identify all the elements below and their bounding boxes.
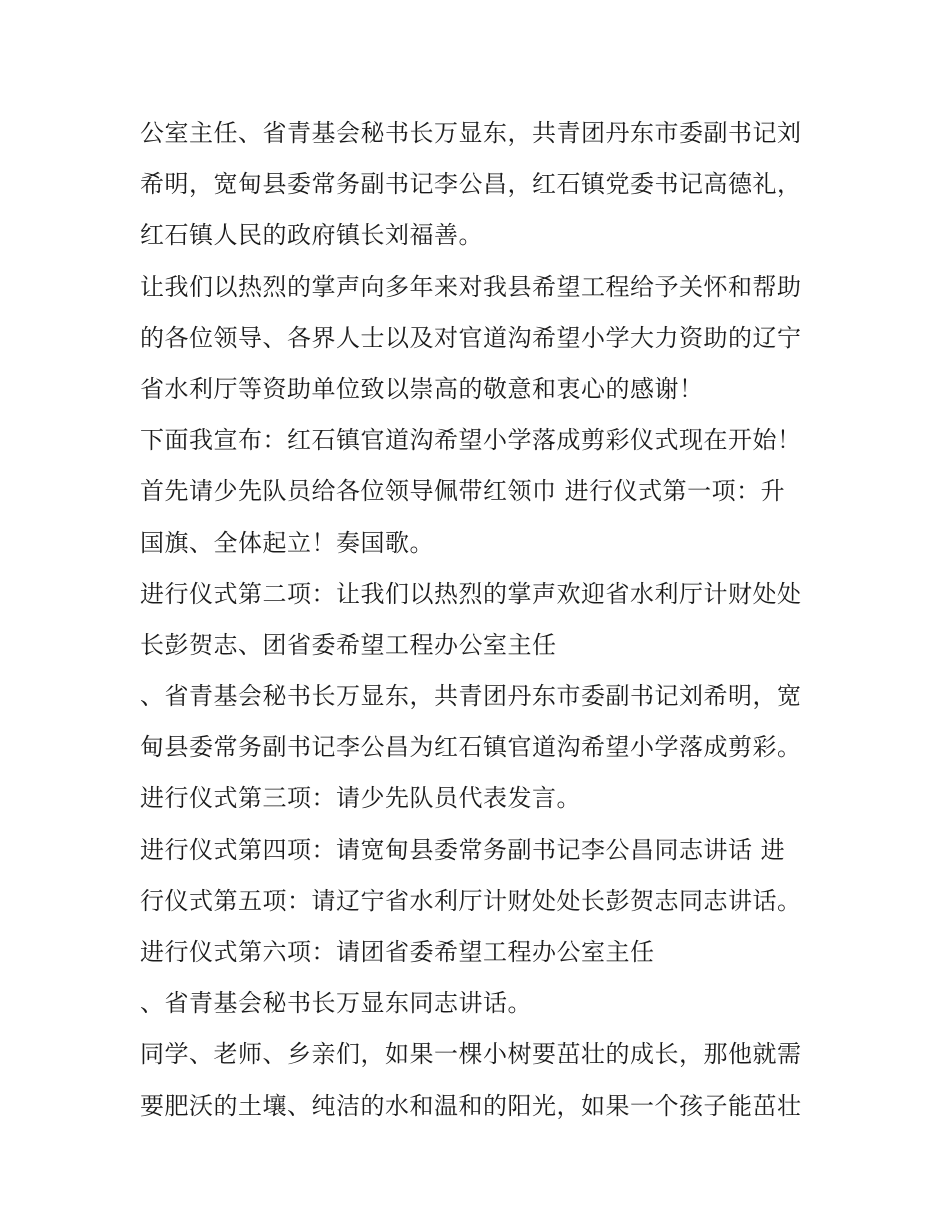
- text-line: 进行仪式第六项：请团省委希望工程办公室主任: [140, 938, 655, 966]
- text-line: 、省青基会秘书长万显东，共青团丹东市委副书记刘希明，宽: [140, 682, 802, 711]
- text-line: 红石镇人民的政府镇长刘福善。: [140, 221, 483, 250]
- text-line: 行仪式第五项：请辽宁省水利厅计财处处长彭贺志同志讲话。: [140, 886, 802, 915]
- text-line: 首先请少先队员给各位领导佩带红领巾 进行仪式第一项：升: [140, 477, 786, 506]
- text-line: 甸县委常务副书记李公昌为红石镇官道沟希望小学落成剪彩。: [140, 733, 802, 762]
- text-line: 、省青基会秘书长万显东同志讲话。: [140, 989, 532, 1018]
- text-line: 要肥沃的土壤、纯洁的水和温和的阳光，如果一个孩子能茁壮: [140, 1091, 802, 1120]
- text-line: 进行仪式第三项：请少先队员代表发言。: [140, 784, 581, 813]
- text-line: 进行仪式第四项：请宽甸县委常务副书记李公昌同志讲话 进: [140, 835, 786, 864]
- text-line: 下面我宣布：红石镇官道沟希望小学落成剪彩仪式现在开始！: [140, 426, 802, 455]
- text-line: 希明，宽甸县委常务副书记李公昌，红石镇党委书记高德礼，: [140, 170, 802, 199]
- text-line: 让我们以热烈的掌声向多年来对我县希望工程给予关怀和帮助: [140, 272, 802, 301]
- text-line: 同学、老师、乡亲们，如果一棵小树要茁壮的成长，那他就需: [140, 1040, 802, 1069]
- text-line: 公室主任、省青基会秘书长万显东，共青团丹东市委副书记刘: [140, 119, 802, 147]
- document-body: [140, 108, 820, 1132]
- text-line: 的各位领导、各界人士以及对官道沟希望小学大力资助的辽宁: [140, 323, 802, 352]
- text-line: 省水利厅等资助单位致以崇高的敬意和衷心的感谢！: [140, 374, 704, 403]
- text-line: 进行仪式第二项：让我们以热烈的掌声欢迎省水利厅计财处处: [140, 579, 802, 608]
- text-line: 长彭贺志、团省委希望工程办公室主任: [140, 630, 557, 659]
- text-line: 国旗、全体起立！奏国歌。: [140, 528, 434, 557]
